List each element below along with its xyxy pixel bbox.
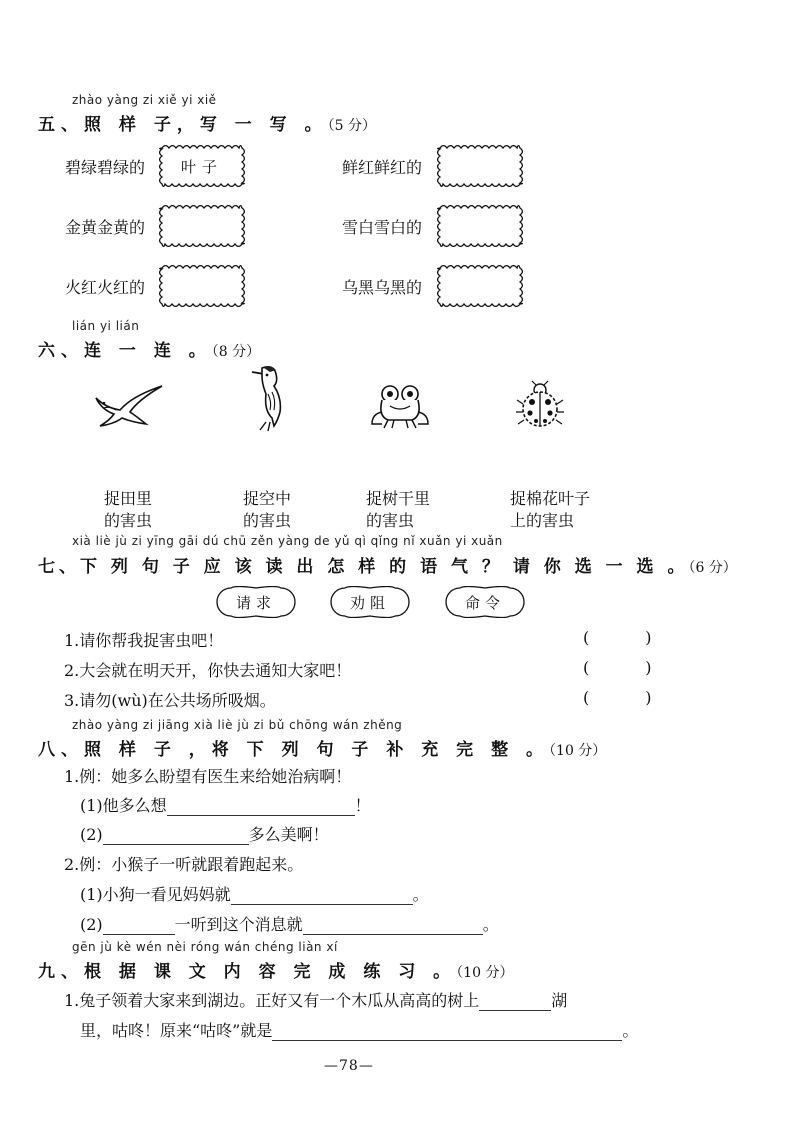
- frog-icon[interactable]: [368, 382, 432, 430]
- option-3[interactable]: 捉树干里 的害虫: [366, 489, 431, 530]
- answer-box-3[interactable]: [158, 204, 246, 248]
- blank-s9-1[interactable]: [479, 994, 551, 1011]
- blank-q1b[interactable]: [103, 828, 249, 845]
- s6-score: （8 分）: [211, 344, 261, 360]
- page-number: —78—: [324, 1058, 374, 1074]
- s8-example-2: 2.例：小猴子一听就跟着跑起来。: [64, 855, 304, 874]
- s5-score: （5 分）: [327, 118, 376, 134]
- answer-box-2-text: [436, 144, 524, 188]
- answer-box-6[interactable]: [436, 264, 524, 308]
- s5-title: 五、照 样 子，写 一 写 。（5 分）: [38, 115, 376, 135]
- s9-line-1: 1.兔子领着大家来到湖边。正好又有一个木瓜从高高的树上 湖: [64, 991, 568, 1010]
- s5-label-3: 金黄金黄的: [65, 218, 146, 237]
- s5-pinyin: zhào yàng zi xiě yi xiě: [72, 93, 217, 107]
- s5-label-1: 碧绿碧绿的: [65, 158, 146, 177]
- s7-answer-3[interactable]: ( ): [583, 688, 652, 707]
- answer-box-2[interactable]: [436, 144, 524, 188]
- blank-s9-2[interactable]: [272, 1024, 622, 1041]
- choice-3[interactable]: 命令: [444, 586, 526, 618]
- s8-q2a: (1)小狗一看见妈妈就 。: [80, 885, 429, 904]
- s7-answer-1[interactable]: ( ): [583, 628, 652, 647]
- s8-q2b: (2) 一听到这个消息就 。: [80, 915, 499, 934]
- s7-title: 七、下 列 句 子 应 该 读 出 怎 样 的 语 气 ？ 请 你 选 一 选 。（6 分）: [38, 557, 737, 577]
- swallow-icon[interactable]: [92, 378, 164, 428]
- s7-sentence-3: 3.请勿(wù)在公共场所吸烟。: [64, 691, 276, 710]
- option-4[interactable]: 捉棉花叶子 上的害虫: [510, 489, 591, 530]
- s5-label-6: 乌黑乌黑的: [342, 278, 423, 297]
- answer-box-6-text: [436, 264, 524, 308]
- s8-score: （10 分）: [549, 743, 607, 759]
- s7-sentence-1: 1.请你帮我捉害虫吧！: [64, 631, 224, 650]
- s5-label-2: 鲜红鲜红的: [342, 158, 423, 177]
- s9-score: （10 分）: [456, 965, 514, 981]
- s7-pinyin: xià liè jù zi yīng gāi dú chū zěn yàng de yǔ qì qǐng nǐ xuǎn yi xuǎn: [72, 534, 503, 548]
- s6-pinyin: lián yi lián: [72, 319, 140, 333]
- choice-2[interactable]: 劝阻: [329, 586, 411, 618]
- answer-box-4-text: [436, 204, 524, 248]
- blank-q2a[interactable]: [231, 888, 413, 905]
- s7-score: （6 分）: [688, 560, 737, 576]
- s5-label-5: 火红火红的: [65, 278, 146, 297]
- s8-q1b: (2) 多么美啊！: [80, 825, 329, 844]
- answer-box-5[interactable]: [158, 264, 246, 308]
- answer-box-4[interactable]: [436, 204, 524, 248]
- s8-example-1: 1.例：她多么盼望有医生来给她治病啊！: [64, 767, 352, 786]
- blank-q1a[interactable]: [167, 799, 355, 816]
- s9-pinyin: gēn jù kè wén nèi róng wán chéng liàn xí: [72, 940, 338, 954]
- choice-1[interactable]: 请求: [215, 586, 297, 618]
- s9-line-2: 里，咕咚！原来“咕咚”就是 。: [80, 1021, 639, 1040]
- s5-label-4: 雪白雪白的: [342, 218, 423, 237]
- s8-pinyin: zhào yàng zi jiāng xià liè jù zi bǔ chōng wán zhěng: [72, 718, 403, 732]
- option-2[interactable]: 捉空中 的害虫: [243, 489, 292, 530]
- s7-sentence-2: 2.大会就在明天开，你快去通知大家吧！: [64, 661, 352, 680]
- blank-q2b-2[interactable]: [303, 918, 483, 935]
- answer-box-5-text: [158, 264, 246, 308]
- option-1[interactable]: 捉田里 的害虫: [104, 489, 153, 530]
- ladybug-icon[interactable]: [514, 380, 566, 432]
- s9-title: 九、根 据 课 文 内 容 完 成 练 习 。（10 分）: [38, 962, 514, 982]
- woodpecker-icon[interactable]: [248, 364, 292, 432]
- s7-answer-2[interactable]: ( ): [583, 658, 652, 677]
- answer-box-1[interactable]: [158, 144, 246, 188]
- answer-box-3-text: [158, 204, 246, 248]
- answer-box-1-text: 叶子: [180, 157, 223, 176]
- s8-title: 八、照 样 子 ，将 下 列 句 子 补 充 完 整 。（10 分）: [38, 740, 607, 760]
- blank-q2b-1[interactable]: [103, 918, 175, 935]
- s6-title: 六、连 一 连 。（8 分）: [38, 341, 261, 361]
- s8-q1a: (1)他多么想 ！: [80, 796, 371, 815]
